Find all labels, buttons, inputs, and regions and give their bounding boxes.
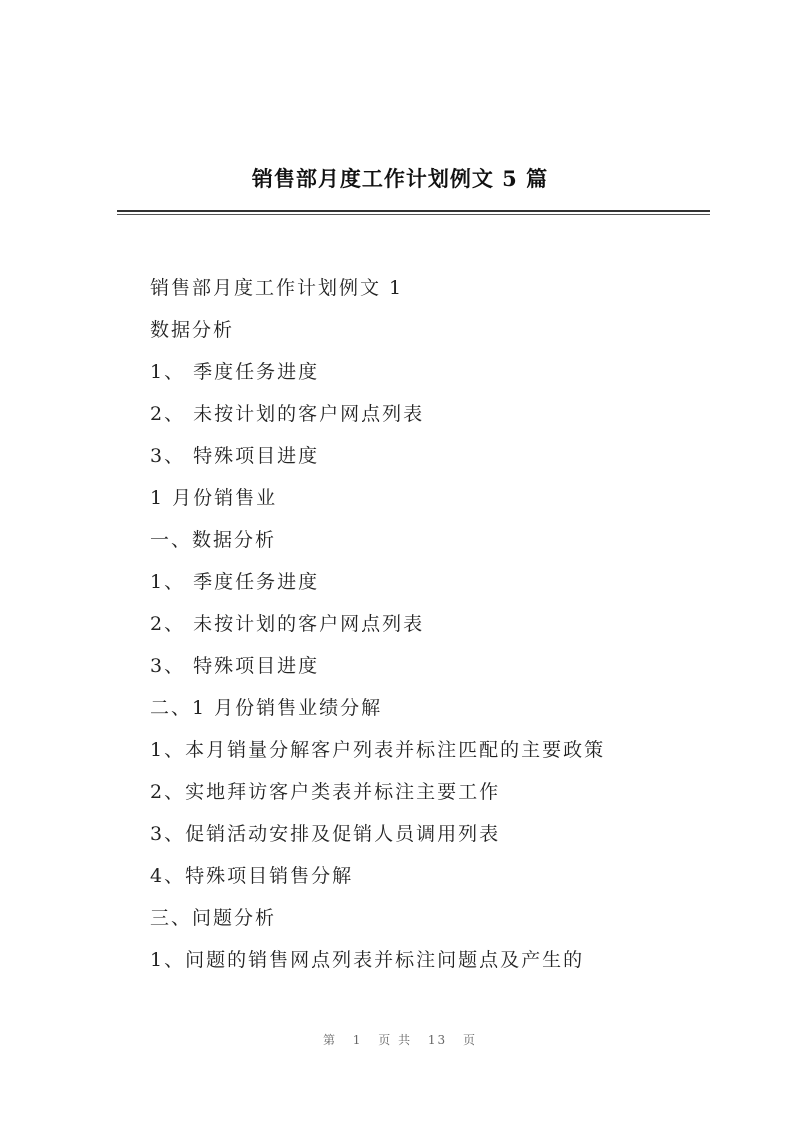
title-divider	[117, 210, 710, 212]
body-line: 3、 特殊项目进度	[150, 655, 320, 677]
footer-prefix: 第	[322, 1033, 337, 1047]
body-line: 2、实地拜访客户类表并标注主要工作	[150, 781, 501, 803]
body-line: 3、 特殊项目进度	[150, 445, 320, 467]
body-line: 二、1 月份销售业绩分解	[150, 697, 383, 719]
body-line: 三、问题分析	[150, 907, 277, 929]
current-page-number: 1	[352, 1033, 363, 1047]
body-line: 1、问题的销售网点列表并标注问题点及产生的	[150, 949, 585, 971]
document-title: 销售部月度工作计划例文 5 篇	[251, 166, 549, 191]
document-body	[150, 270, 710, 984]
body-line: 3、促销活动安排及促销人员调用列表	[150, 823, 501, 845]
body-line: 2、 未按计划的客户网点列表	[150, 613, 425, 635]
total-pages-number: 13	[427, 1033, 448, 1047]
body-line: 1、本月销量分解客户列表并标注匹配的主要政策	[150, 739, 606, 761]
footer-middle: 页 共	[378, 1033, 413, 1047]
title-divider-thin	[117, 214, 710, 215]
body-line: 销售部月度工作计划例文 1	[150, 277, 404, 299]
page-footer	[0, 1030, 800, 1050]
body-line: 数据分析	[150, 319, 235, 341]
body-line: 1 月份销售业	[150, 487, 278, 509]
body-line: 4、特殊项目销售分解	[150, 865, 354, 887]
body-line: 一、数据分析	[150, 529, 277, 551]
footer-suffix: 页	[463, 1033, 478, 1047]
body-line: 2、 未按计划的客户网点列表	[150, 403, 425, 425]
body-line: 1、 季度任务进度	[150, 361, 320, 383]
body-line: 1、 季度任务进度	[150, 571, 320, 593]
